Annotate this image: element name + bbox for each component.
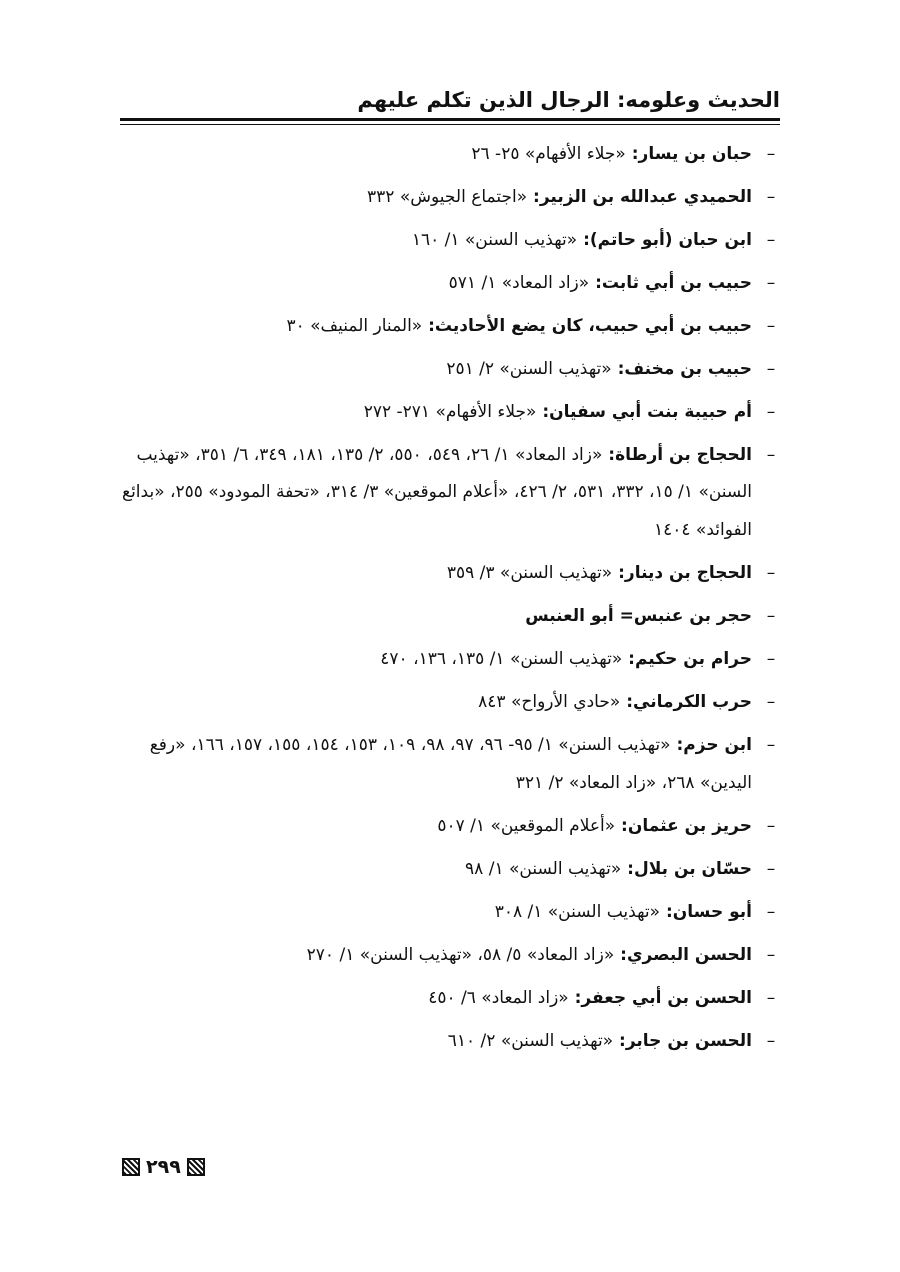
entry-separator: : bbox=[527, 186, 540, 207]
index-entry bbox=[120, 641, 780, 679]
entry-dash: – bbox=[766, 186, 776, 207]
entry-references: «تهذيب السنن» ١/ ١٦٠ bbox=[411, 229, 578, 250]
page-number: ٢٩٩ bbox=[146, 1156, 181, 1178]
entry-separator: : bbox=[577, 229, 590, 250]
entry-separator: : bbox=[613, 1030, 626, 1051]
entry-dash: – bbox=[766, 144, 776, 164]
entry-dash: – bbox=[766, 272, 776, 293]
index-entry bbox=[120, 894, 780, 932]
entry-dash: – bbox=[766, 901, 776, 922]
entry-references: «زاد المعاد» ١/ ٢٦، ٥٤٩، ٥٥٠، ٢/ ١٣٥، ١٨١، ٣٤٩، ٦/ ٣٥١، «تهذيب السنن» ١/ ١٥، ٣٣٢، ٥٣١، ٢/ ٤٢٦، «أعلام الموقعين» ٣/ ٣١٤، «تحفة المودود» ٢٥٥، «بدائع الفوائد» ١٤٠٤ bbox=[122, 444, 752, 541]
index-entry bbox=[120, 684, 780, 722]
index-entry bbox=[120, 394, 780, 432]
entry-dash: – bbox=[766, 401, 776, 422]
index-entry bbox=[120, 937, 780, 975]
entry-references: «زاد المعاد» ٥/ ٥٨، «تهذيب السنن» ١/ ٢٧٠ bbox=[306, 944, 615, 965]
entry-separator: : bbox=[670, 735, 684, 755]
index-entry bbox=[120, 437, 780, 550]
entry-name: حجر بن عنبس bbox=[633, 606, 752, 627]
entry-references: = أبو العنبس bbox=[525, 606, 634, 627]
entry-separator: : bbox=[625, 144, 639, 164]
entry-name: حبيب بن أبي ثابت bbox=[601, 272, 752, 293]
entry-separator: : bbox=[536, 401, 550, 422]
entry-dash: – bbox=[766, 563, 776, 584]
index-entry bbox=[120, 727, 780, 802]
entry-separator: : bbox=[568, 987, 582, 1008]
entry-name: الحميدي عبدالله بن الزبير bbox=[539, 186, 752, 207]
entry-name: أم حبيبة بنت أبي سفيان bbox=[549, 401, 752, 422]
entry-dash: – bbox=[766, 229, 776, 250]
entry-dash: – bbox=[766, 692, 776, 713]
index-entry bbox=[120, 265, 780, 303]
entry-dash: – bbox=[766, 444, 776, 465]
entry-dash: – bbox=[766, 358, 776, 379]
entry-references: «تهذيب السنن» ١/ ٩٥- ٩٦، ٩٧، ٩٨، ١٠٩، ١٥٣، ١٥٤، ١٥٥، ١٥٧، ١٦٦، «رفع اليدين» ٢٦٨، «زاد المعاد» ٢/ ٣٢١ bbox=[149, 735, 752, 793]
index-entry bbox=[120, 351, 780, 389]
entry-separator: : bbox=[621, 858, 634, 879]
index-entry bbox=[120, 598, 780, 636]
entry-separator: : bbox=[614, 944, 627, 965]
entry-name: حريز بن عثمان bbox=[627, 815, 752, 836]
entry-references: «تهذيب السنن» ٣/ ٣٥٩ bbox=[446, 563, 613, 584]
index-entry bbox=[120, 222, 780, 260]
entry-references: «تهذيب السنن» ٢/ ٢٥١ bbox=[446, 358, 612, 379]
entry-references: «جلاء الأفهام» ٢٧١- ٢٧٢ bbox=[363, 401, 537, 422]
entry-name: حرب الكرماني bbox=[633, 692, 752, 713]
entry-dash: – bbox=[766, 606, 776, 627]
entry-separator: : bbox=[589, 272, 602, 293]
index-entry bbox=[120, 308, 780, 346]
entry-references: «المنار المنيف» ٣٠ bbox=[286, 315, 423, 336]
entry-name: حبان بن يسار bbox=[638, 144, 752, 164]
entry-references: «جلاء الأفهام» ٢٥- ٢٦ bbox=[471, 144, 626, 164]
entry-name: الحسن بن أبي جعفر bbox=[581, 987, 752, 1008]
entry-name: الحجاج بن دينار bbox=[624, 563, 752, 584]
index-entry bbox=[120, 1023, 780, 1061]
entry-references: «أعلام الموقعين» ١/ ٥٠٧ bbox=[437, 815, 616, 836]
entry-name: ابن حزم bbox=[683, 735, 752, 755]
entry-separator: : bbox=[612, 563, 625, 584]
header-rule-thin bbox=[120, 124, 780, 125]
entry-references: «تهذيب السنن» ١/ ٩٨ bbox=[465, 858, 622, 879]
entry-dash: – bbox=[766, 735, 776, 755]
entry-separator: : bbox=[622, 649, 635, 670]
entry-separator: : bbox=[620, 692, 633, 713]
entry-name: حبيب بن مخنف bbox=[624, 358, 752, 379]
index-entry bbox=[120, 851, 780, 889]
entry-separator: : bbox=[602, 444, 616, 465]
running-header: الحديث وعلومه: الرجال الذين تكلم عليهم bbox=[357, 88, 780, 112]
entry-name: الحسن بن جابر bbox=[625, 1030, 752, 1051]
index-entries bbox=[120, 136, 780, 1065]
entry-dash: – bbox=[766, 987, 776, 1008]
entry-name: حسّان بن بلال bbox=[633, 858, 752, 879]
entry-references: «اجتماع الجيوش» ٣٣٢ bbox=[367, 186, 528, 207]
index-entry bbox=[120, 980, 780, 1018]
header-rule-thick bbox=[120, 118, 780, 121]
entry-dash: – bbox=[766, 815, 776, 836]
entry-separator: : bbox=[660, 901, 673, 922]
entry-dash: – bbox=[766, 315, 776, 336]
index-entry bbox=[120, 555, 780, 593]
index-entry bbox=[120, 136, 780, 174]
entry-name: الحجاج بن أرطاة bbox=[615, 444, 752, 465]
entry-references: «تهذيب السنن» ١/ ١٣٥، ١٣٦، ٤٧٠ bbox=[380, 649, 623, 670]
entry-references: «تهذيب السنن» ٢/ ٦١٠ bbox=[447, 1030, 614, 1051]
entry-name: أبو حسان bbox=[672, 901, 752, 922]
entry-separator: : bbox=[615, 815, 628, 836]
entry-separator: : bbox=[611, 358, 625, 379]
entry-dash: – bbox=[766, 649, 776, 670]
page-footer bbox=[122, 1152, 205, 1182]
entry-name: حرام بن حكيم bbox=[634, 649, 752, 670]
index-entry bbox=[120, 179, 780, 217]
entry-dash: – bbox=[766, 944, 776, 965]
entry-references: «زاد المعاد» ١/ ٥٧١ bbox=[448, 272, 590, 293]
entry-dash: – bbox=[766, 858, 776, 879]
entry-name: ابن حبان (أبو حاتم) bbox=[589, 229, 752, 250]
entry-separator: : bbox=[422, 315, 435, 336]
entry-references: «تهذيب السنن» ١/ ٣٠٨ bbox=[494, 901, 661, 922]
entry-references: «حادي الأرواح» ٨٤٣ bbox=[478, 692, 621, 713]
entry-name: حبيب بن أبي حبيب، كان يضع الأحاديث bbox=[434, 315, 752, 336]
entry-dash: – bbox=[766, 1030, 776, 1051]
ornament-right-icon bbox=[187, 1158, 205, 1176]
ornament-left-icon bbox=[122, 1158, 140, 1176]
entry-references: «زاد المعاد» ٦/ ٤٥٠ bbox=[428, 987, 569, 1008]
entry-name: الحسن البصري bbox=[626, 944, 752, 965]
index-entry bbox=[120, 808, 780, 846]
